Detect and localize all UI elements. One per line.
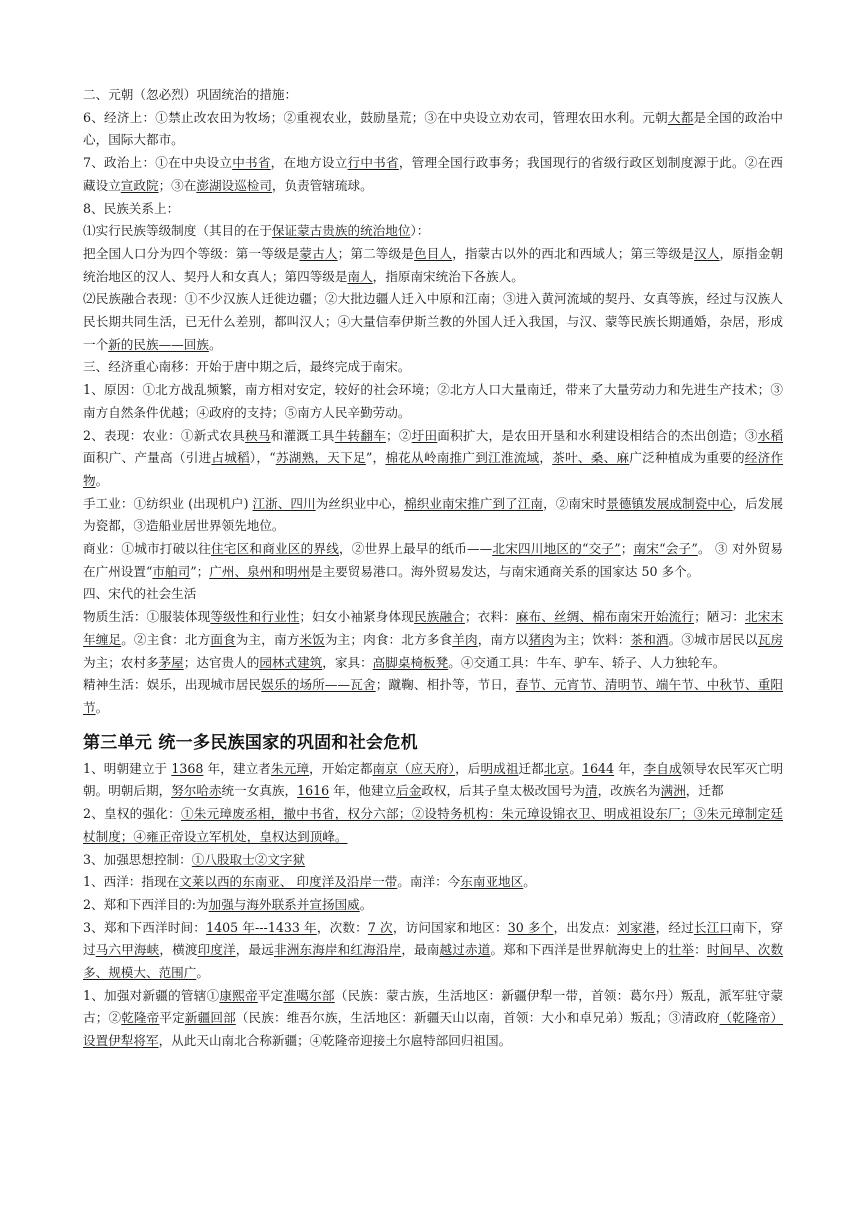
imperial-power: 2、皇权的强化：①朱元璋废丞相，撤中书省，权分六部；②设特务机构：朱元璋设锦衣卫、明成祖设东厂；③朱元璋制定廷杖制度；④雍正帝设立军机处，皇权达到顶峰。 <box>83 806 783 844</box>
economy-agriculture: 2、表现：农业：①新式农具秧马和灌溉工具牛转翻车；②圩田面积扩大，是农田开垦和水利建设相结合的杰出创造；③水稻面积广、产量高（引进占城稻），“苏湖熟，天下足”，棉花从岭南推广到江淮流域，茶叶、桑、麻广泛种植成为重要的经济作物。 <box>83 427 784 488</box>
ming-founding: 1、明朝建立于 1368 年，建立者朱元璋，开始定都南京（应天府），后明成祖迁都北京。1644 年，李自成领导农民军灭亡明朝。明朝后期，努尔哈赤统一女真族，1616 年，他建立后金政权，后其子皇太极改国号为清，改族名为满洲，迁都 <box>83 760 784 799</box>
item-7-politics: 7、政治上：①在中央设立中书省，在地方设立行中书省，管理全国行政事务；我国现行的省级行政区划制度源于此。②在西藏设立宣政院；③在澎湖设巡检司，负责管辖琉球。 <box>83 155 784 193</box>
section-4-heading: 四、宋代的社会生活 <box>83 586 197 602</box>
zheng-he-voyages: 3、郑和下西洋时间：1405 年---1433 年，次数：7 次，访问国家和地区：30 多个，出发点：刘家港，经过长江口南下，穿过马六甲海峡，横渡印度洋，最远非洲东海岸和红海沿岸，最南越过赤道。郑和下西洋是世界航海史上的壮举：时间早、次数多、规模大、范围广。 <box>83 919 784 981</box>
section-2-heading: 二、元朝（忽必烈）巩固统治的措施： <box>83 87 298 102</box>
item-8-ethnic-title: 8、民族关系上： <box>83 200 180 216</box>
section-3-heading: 三、经济重心南移：开始于唐中期之后，最终完成于南宋。 <box>83 359 411 375</box>
western-ocean-definition: 1、西洋：指现在文莱以西的东南亚、 印度洋及沿岸一带。南洋：今东南亚地区。 <box>83 874 536 890</box>
economy-causes: 1、原因：①北方战乱频繁，南方相对安定，较好的社会环境；②北方人口大量南迁，带来了大量劳动力和先进生产技术；③南方自然条件优越；④政府的支持；⑤南方人民辛勤劳动。 <box>83 382 783 420</box>
economy-handicraft: 手工业：①纺织业 (出现机户) 江浙、四川为丝织业中心，棉织业南宋推广到了江南，②南宋时景德镇发展成制瓷中心，后发展为瓷都，③造船业居世界领先地位。 <box>83 495 784 534</box>
item-6-economy: 6、经济上：①禁止改农田为牧场；②重视农业，鼓励垦荒；③在中央设立劝农司，管理农田水利。元朝大都是全国的政治中心，国际大都市。 <box>83 109 784 148</box>
xinjiang-governance: 1、加强对新疆的管辖①康熙帝平定准噶尔部（民族：蒙古族，生活地区：新疆伊犁一带，首领：葛尔丹）叛乱，派军驻守蒙古；②乾隆帝平定新疆回部（民族：维吾尔族，生活地区：新疆天山以南，首领：大小和卓兄弟）叛乱；③清政府（乾隆帝）设置伊犁将军，从此天山南北合称新疆；④乾隆帝迎接土尔扈特部回归祖国。 <box>83 987 784 1049</box>
item-8-1-hierarchy: ⑴实行民族等级制度（其目的在于保证蒙古贵族的统治地位）： <box>83 223 430 239</box>
economy-commerce: 商业：①城市打破以往住宅区和商业区的界线，②世界上最早的纸币——北宋四川地区的“交子”；南宋“会子”。 ③ 对外贸易在广州设置“市舶司”；广州、泉州和明州是主要贸易港口。海外贸易发达，与南宋通商关系的国家达 50 多个。 <box>83 541 783 579</box>
spiritual-life: 精神生活：娱乐，出现城市居民娱乐的场所——瓦舍；蹴鞠、相扑等，节日，春节、元宵节、清明节、端午节、中秋节、重阳节。 <box>83 677 784 715</box>
unit-3-title: 第三单元 统一多民族国家的巩固和社会危机 <box>83 732 418 753</box>
document-body <box>83 84 783 1053</box>
material-life: 物质生活：①服装体现等级性和行业性；妇女小袖紧身体现民族融合；衣料：麻布、丝绸、棉布南宋开始流行；陋习：北宋末年缠足。②主食：北方面食为主，南方米饭为主；肉食：北方多食羊肉，南方以猪肉为主；饮料：茶和酒。③城市居民以瓦房为主；农村多茅屋；达官贵人的园林式建筑，家具：高脚桌椅板凳。④交通工具：牛车、驴车、轿子、人力独轮车。 <box>83 609 784 670</box>
zheng-he-purpose: 2、郑和下西洋目的:为加强与海外联系并宣扬国威。 <box>83 896 373 912</box>
item-8-2-fusion: ⑵民族融合表现：①不少汉族人迁徙边疆；②大批边疆人迁入中原和江南；③进入黄河流域的契丹、女真等族，经过与汉族人民长期共同生活，已无什么差别，都叫汉人；④大量信奉伊斯兰教的外国人迁入我国，与汉、蒙等民族长期通婚，杂居，形成一个新的民族——回族。 <box>83 291 783 352</box>
thought-control: 3、加强思想控制：①八股取士②文字狱 <box>83 851 306 867</box>
item-8-classes: 把全国人口分为四个等级：第一等级是蒙古人；第二等级是色目人，指蒙古以外的西北和西域人；第三等级是汉人，原指金朝统治地区的汉人、契丹人和女真人；第四等级是南人，指原南宋统治下各族人。 <box>83 245 784 284</box>
